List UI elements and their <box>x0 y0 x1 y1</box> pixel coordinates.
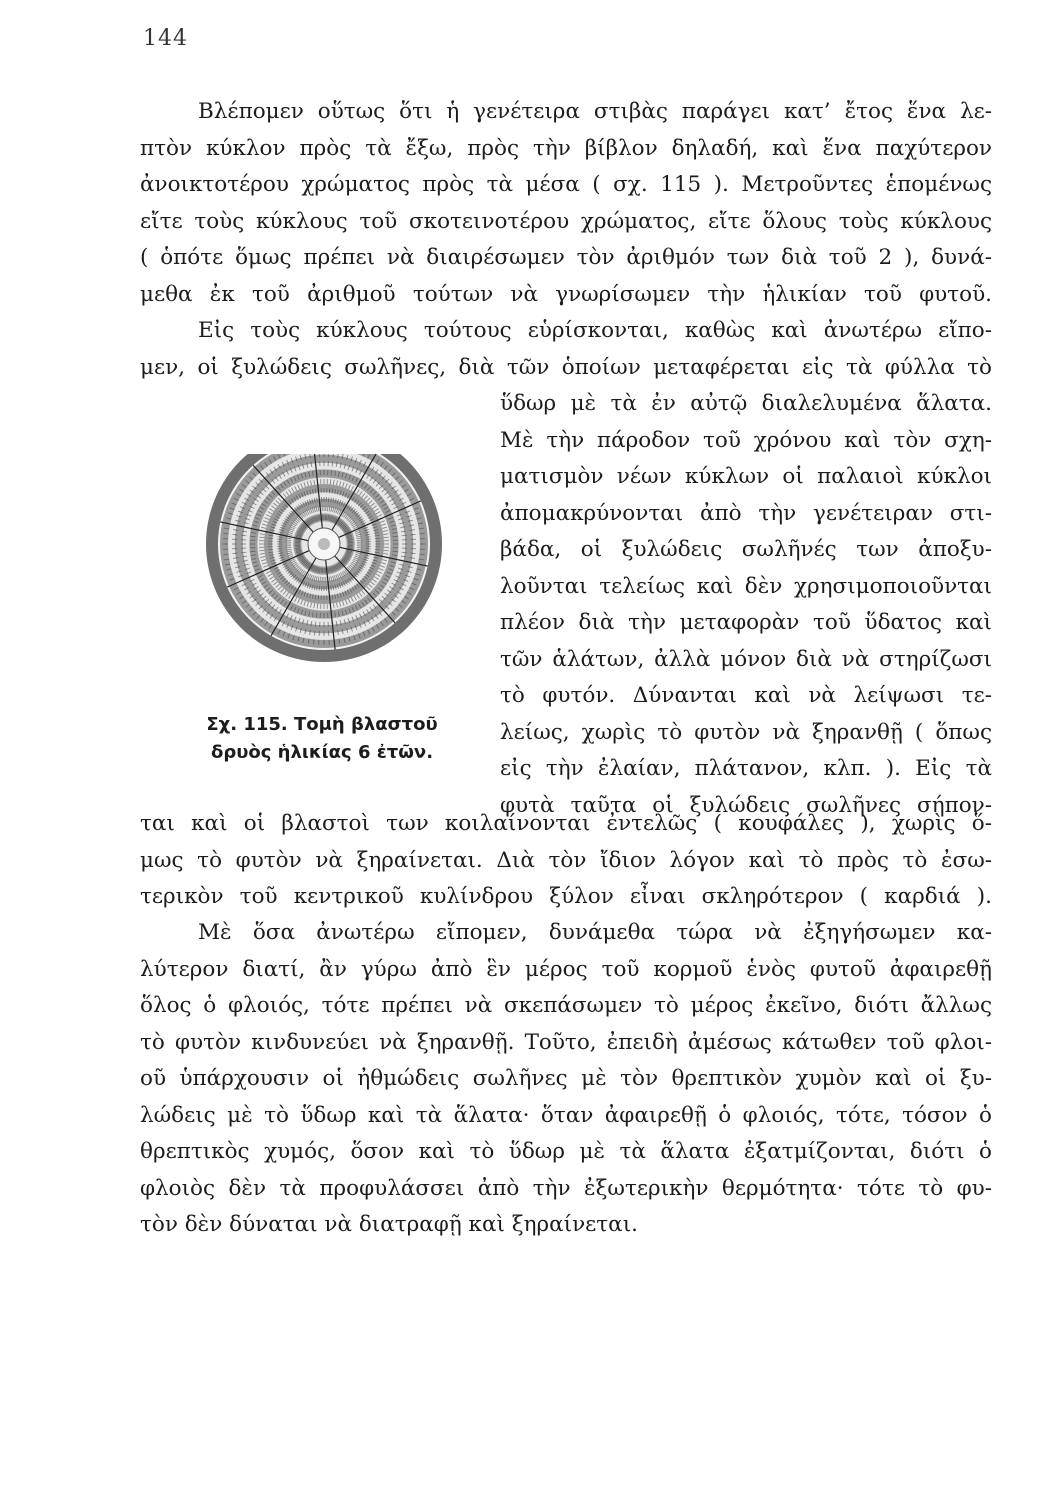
wood-hatch <box>321 568 322 573</box>
wood-hatch <box>286 547 291 548</box>
text-line: μεθα ἐκ τοῦ ἀριθμοῦ τούτων νὰ γνωρίσωμεν τὴν ἡλικίαν τοῦ φυτοῦ. <box>140 281 992 307</box>
text-line: ἀνοικτοτέρου χρώματος πρὸς τὰ μέσα ( σχ. 115 ). Μετροῦντες ἑπομένως <box>140 172 992 197</box>
stem-cross-section-figure <box>186 454 486 704</box>
wood-hatch <box>250 536 255 537</box>
text-line: βάδα, οἱ ξυλώδεις σωλῆνές των ἀποξυ- <box>500 537 992 562</box>
text-line: πτὸν κύκλον πρὸς τὰ ἔξω, πρὸς τὴν βίβλον δηλαδή, καὶ ἕνα παχύτερον <box>140 135 992 161</box>
wood-hatch <box>411 534 416 535</box>
wood-hatch <box>329 488 330 493</box>
text-line: μεν, οἱ ξυλώδεις σωλῆνες, διὰ τῶν ὁποίων μεταφέρεται εἰς τὰ φύλλα τὸ <box>140 354 992 380</box>
text-line: πλέον διὰ τὴν μεταφορὰν τοῦ ὕδατος καὶ <box>500 610 992 635</box>
text-line: Μὲ ὅσα ἀνωτέρω εἴπομεν, δυνάμεθα τώρα νὰ ἐξηγήσωμεν κα- <box>198 920 992 945</box>
figure-caption-line-1: Σχ. 115. Τομὴ βλαστοῦ <box>206 714 438 735</box>
text-line: φυτὰ ταῦτα οἱ ξυλώδεις σωλῆνες σήπον- <box>500 792 992 818</box>
wood-hatch <box>366 539 371 540</box>
text-line: λύτερον διατί, ἂν γύρω ἀπὸ ἓν μέρος τοῦ κορμοῦ ἑνὸς φυτοῦ ἀφαιρεθῇ <box>140 956 992 982</box>
text-line: εἴτε τοὺς κύκλους τοῦ σκοτεινοτέρου χρώματος, εἴτε ὅλους τοὺς κύκλους <box>140 208 992 234</box>
wood-hatch <box>331 470 332 475</box>
text-line: τὸ φυτόν. Δύνανται καὶ νὰ λείψωσι τε- <box>500 683 992 708</box>
wood-hatch <box>330 479 331 484</box>
paragraph-3 <box>140 915 992 1244</box>
text-line: οῦ ὑπάρχουσιν οἱ ἠθμώδεις σωλῆνες μὲ τὸν θρεπτικὸν χυμὸν καὶ οἱ ξυ- <box>140 1066 992 1091</box>
wood-hatch <box>348 541 353 542</box>
wood-hatch <box>333 454 334 457</box>
text-line: ματισμὸν νέων κύκλων οἱ παλαιοὶ κύκλοι <box>500 464 992 489</box>
wood-hatch <box>316 613 317 618</box>
text-line: Βλέπομεν οὕτως ὅτι ἡ γενέτειρα στιβὰς παράγει κατ’ ἔτος ἕνα λε- <box>198 99 992 124</box>
wood-hatch <box>375 549 380 550</box>
wood-hatch <box>268 549 273 550</box>
wood-hatch <box>233 553 238 554</box>
wood-hatch <box>241 552 246 553</box>
paragraph-2-tail <box>140 806 992 916</box>
paragraph-2-intro <box>140 313 992 386</box>
wood-hatch <box>357 540 362 541</box>
wood-hatch <box>328 497 329 502</box>
text-line: λοῦνται τελείως καὶ δὲν χρησιμοποιοῦνται <box>500 573 992 599</box>
wood-hatch <box>319 586 320 591</box>
text-line: λείως, χωρὶς τὸ φυτὸν νὰ ξηρανθῇ ( ὅπως <box>500 719 992 745</box>
figure-caption-line-2: δρυὸς ἡλικίας 6 ἐτῶν. <box>210 742 434 763</box>
text-line: ὅλος ὁ φλοιός, τότε πρέπει νὰ σκεπάσωμεν τὸ μέρος ἐκεῖνο, διότι ἄλλως <box>140 993 992 1018</box>
wood-hatch <box>233 534 238 535</box>
wood-hatch <box>315 622 316 627</box>
wood-hatch <box>411 553 416 554</box>
text-line: τὸν δὲν δύναται νὰ διατραφῇ καὶ ξηραίνεται. <box>140 1212 638 1237</box>
wood-hatch <box>277 548 282 549</box>
wood-hatch <box>318 595 319 600</box>
wood-hatch <box>250 551 255 552</box>
text-line: τῶν ἁλάτων, ἀλλὰ μόνον διὰ νὰ στηρίζωσι <box>500 646 992 672</box>
wood-hatch <box>314 631 315 636</box>
paragraph-2-wrapped <box>500 386 992 824</box>
text-line: θρεπτικὸς χυμός, ὅσον καὶ τὸ ὕδωρ μὲ τὰ ἅλατα ἐξατμίζονται, διότι ὁ <box>140 1139 992 1164</box>
text-line: ὕδωρ μὲ τὰ ἐν αὐτῷ διαλελυμένα ἅλατα. <box>500 391 992 416</box>
wood-hatch <box>295 547 300 548</box>
wood-hatch <box>393 551 398 552</box>
wood-hatch <box>277 539 282 540</box>
wood-hatch <box>393 536 398 537</box>
text-line: ( ὁπότε ὅμως πρέπει νὰ διαιρέσωμεν τὸν ἀριθμόν των διὰ τοῦ 2 ), δυνά- <box>140 245 992 270</box>
text-line: ἀπομακρύνονται ἀπὸ τὴν γενέτειραν στι- <box>500 500 992 526</box>
wood-hatch <box>419 533 424 534</box>
wood-hatch <box>286 540 291 541</box>
wood-hatch <box>295 541 300 542</box>
wood-hatch <box>259 537 264 538</box>
wood-hatch <box>366 548 371 549</box>
text-line: τερικὸν τοῦ κεντρικοῦ κυλίνδρου ξύλον εἶναι σκληρότερον ( καρδιά ). <box>140 884 992 909</box>
wood-hatch <box>320 577 321 582</box>
wood-hatch <box>313 639 314 644</box>
wood-hatch <box>259 550 264 551</box>
wood-hatch <box>384 550 389 551</box>
wood-hatch <box>332 461 333 466</box>
text-line: μως τὸ φυτὸν νὰ ξηραίνεται. Διὰ τὸν ἴδιον λόγον καὶ τὸ πρὸς τὸ ἐσω- <box>140 847 992 873</box>
wood-hatch <box>384 537 389 538</box>
wood-hatch <box>375 538 380 539</box>
text-line: λώδεις μὲ τὸ ὕδωρ καὶ τὰ ἅλατα· ὅταν ἀφαιρεθῇ ὁ φλοιός, τότε, τόσον ὁ <box>140 1102 992 1128</box>
wood-hatch <box>402 535 407 536</box>
wood-hatch <box>224 554 229 555</box>
paragraph-1 <box>140 94 992 313</box>
text-line: τὸ φυτὸν κινδυνεύει νὰ ξηρανθῇ. Τοῦτο, ἐπειδὴ ἀμέσως κάτωθεν τοῦ φλοι- <box>140 1029 992 1055</box>
wood-hatch <box>317 604 318 609</box>
wood-hatch <box>419 554 424 555</box>
wood-hatch <box>224 533 229 534</box>
page-number: 144 <box>143 26 188 51</box>
text-line: ται καὶ οἱ βλαστοὶ των κοιλαίνονται ἐντελῶς ( κουφάλες ), χωρὶς ὅ- <box>140 811 992 836</box>
wood-hatch <box>348 547 353 548</box>
wood-hatch <box>402 552 407 553</box>
pith-center <box>318 538 330 550</box>
wood-hatch <box>268 538 273 539</box>
wood-hatch <box>357 547 362 548</box>
text-line: Εἰς τοὺς κύκλους τούτους εὑρίσκονται, καθὼς καὶ ἀνωτέρω εἴπο- <box>198 318 992 343</box>
wood-hatch <box>327 506 328 511</box>
text-line: Μὲ τὴν πάροδον τοῦ χρόνου καὶ τὸν σχη- <box>500 427 992 453</box>
wood-hatch <box>241 535 246 536</box>
text-line: φλοιὸς δὲν τὰ προφυλάσσει ἀπὸ τὴν ἐξωτερικὴν θερμότητα· τότε τὸ φυ- <box>140 1175 992 1201</box>
wood-hatch <box>327 515 328 520</box>
text-line: εἰς τὴν ἐλαίαν, πλάτανον, κλπ. ). Εἰς τὰ <box>500 756 992 781</box>
